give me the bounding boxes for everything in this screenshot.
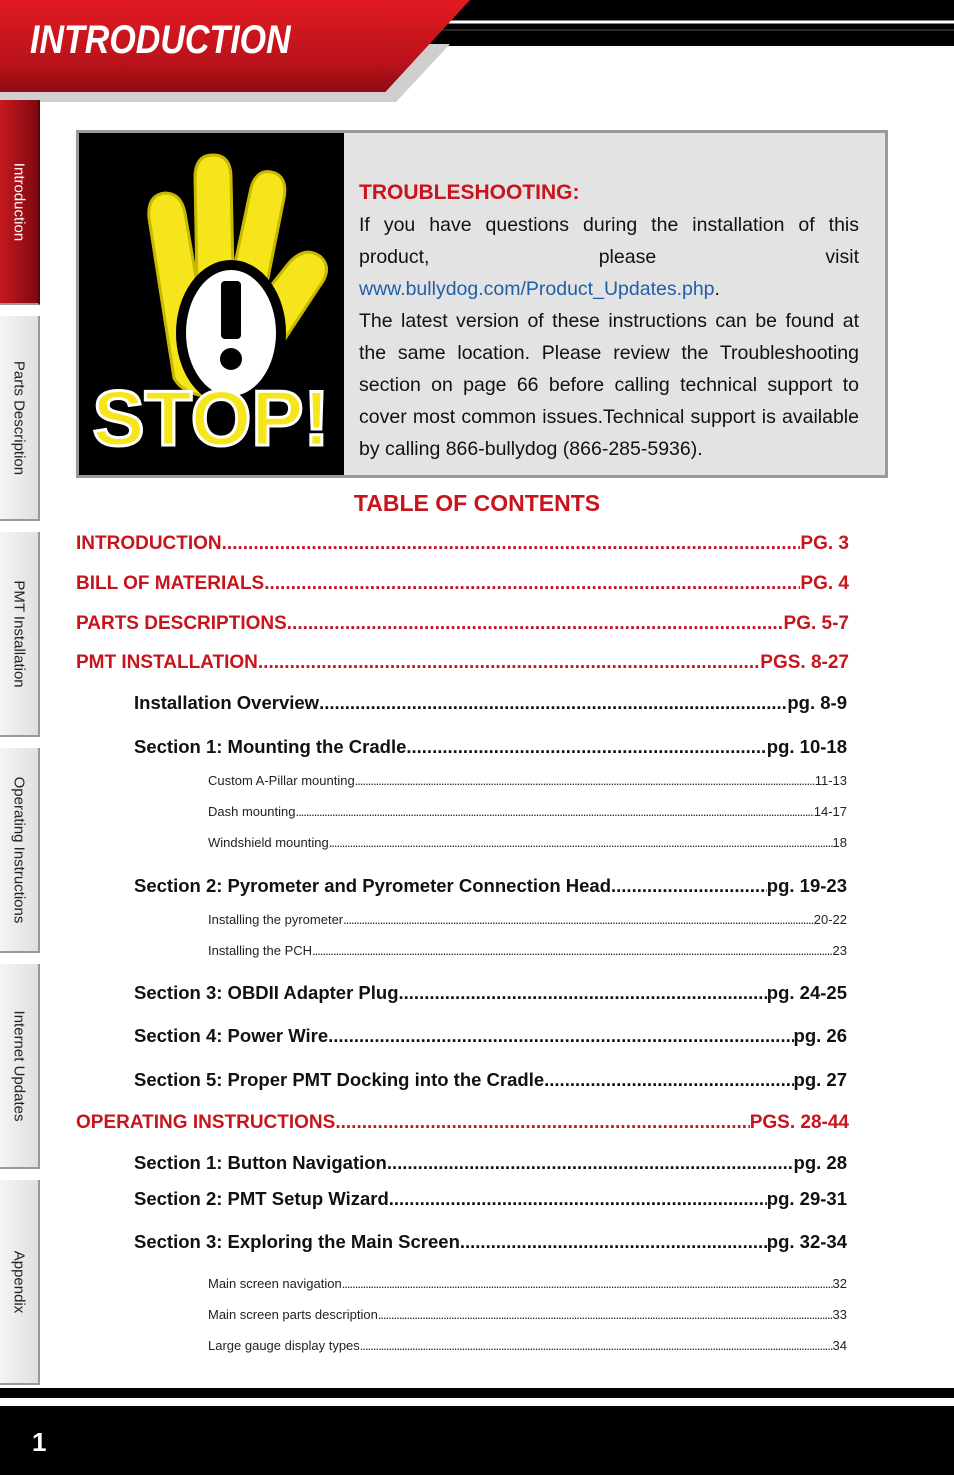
toc-page: 14-17 (813, 804, 847, 819)
toc-label: Installing the pyrometer (208, 912, 344, 927)
toc-entry[interactable] (134, 1231, 847, 1253)
toc-leader (335, 1112, 749, 1134)
toc-entry[interactable] (76, 1112, 849, 1134)
toc-page: 11-13 (814, 773, 847, 788)
toc-page: pg. 27 (793, 1069, 847, 1090)
toc-page: pg. 19-23 (766, 875, 847, 896)
toc-entry[interactable] (208, 1307, 847, 1322)
toc-label: Large gauge display types (208, 1338, 360, 1353)
toc-leader (287, 613, 784, 635)
toc-leader (387, 1152, 794, 1174)
toc-label: Section 1: Mounting the Cradle (134, 736, 407, 757)
tab-label: Operating Instructions (10, 776, 28, 923)
toc-entry[interactable] (134, 1069, 847, 1091)
toc-label: Section 3: OBDII Adapter Plug (134, 982, 399, 1003)
toc-page: 23 (832, 943, 847, 958)
troubleshooting-period: . (714, 278, 720, 300)
footer-rule (0, 1388, 954, 1398)
tab-label: Introduction (10, 162, 28, 241)
toc-page: pg. 28 (793, 1152, 847, 1173)
toc-leader (222, 533, 801, 555)
toc-leader (342, 1276, 833, 1291)
toc-entry[interactable] (76, 613, 849, 635)
toc-label: BILL OF MATERIALS (76, 573, 265, 594)
toc-page: pg. 10-18 (766, 736, 847, 757)
toc-entry[interactable] (134, 1188, 847, 1210)
troubleshooting-body: The latest version of these instructions can be found at the same location. Please review the Troubleshooting section on page 66 before calling technical support to cover most common issues.Technical support is available by calling 866-bullydog (866-285-5936). (359, 310, 859, 460)
toc-page: pg. 8-9 (787, 692, 847, 713)
toc-label: Section 5: Proper PMT Docking into the Cradle (134, 1069, 545, 1090)
toc-entry[interactable] (208, 804, 847, 819)
toc-page: pg. 29-31 (766, 1188, 847, 1209)
toc-label: Section 1: Button Navigation (134, 1152, 387, 1173)
toc-label: Section 4: Power Wire (134, 1025, 329, 1046)
toc-label: PMT INSTALLATION (76, 652, 258, 673)
footer-gap (0, 1398, 954, 1406)
troubleshooting-intro: If you have questions during the installation of this product, please visit (359, 214, 859, 268)
tab-operating-instructions[interactable] (0, 748, 40, 953)
toc-page: 32 (832, 1276, 847, 1291)
toc-entry[interactable] (134, 982, 847, 1004)
toc-entry[interactable] (208, 1338, 847, 1353)
toc-entry[interactable] (76, 573, 849, 595)
toc-label: INTRODUCTION (76, 533, 222, 554)
toc-page: 20-22 (813, 912, 847, 927)
toc-leader (544, 1069, 793, 1091)
toc-page: PG. 3 (800, 533, 849, 554)
page-title: INTRODUCTION (30, 18, 291, 62)
toc-leader (295, 804, 813, 819)
toc-leader (378, 1307, 833, 1322)
toc-page: PGS. 8-27 (760, 652, 849, 673)
toc-label: Main screen parts description (208, 1307, 378, 1322)
footer-bar (0, 1406, 954, 1475)
toc-leader (406, 736, 766, 758)
tab-label: Internet Updates (10, 1010, 28, 1121)
toc-leader (328, 1025, 793, 1047)
toc-label: OPERATING INSTRUCTIONS (76, 1112, 336, 1133)
toc-entry[interactable] (134, 875, 847, 897)
toc-entry[interactable] (208, 835, 847, 850)
toc-page: PGS. 28-44 (749, 1112, 849, 1133)
toc-label: Custom A-Pillar mounting (208, 773, 355, 788)
toc-page: 33 (832, 1307, 847, 1322)
toc-label: Section 2: Pyrometer and Pyrometer Connection Head (134, 875, 612, 896)
tab-internet-updates[interactable] (0, 964, 40, 1169)
toc-entry[interactable] (208, 943, 847, 958)
tab-label: Appendix (10, 1250, 28, 1313)
toc-label: Installing the PCH (208, 943, 313, 958)
stop-text: STOP! (92, 374, 330, 462)
toc-leader (389, 1188, 767, 1210)
tab-pmt-installation[interactable] (0, 532, 40, 737)
toc-label: Section 2: PMT Setup Wizard (134, 1188, 389, 1209)
toc-leader (264, 573, 800, 595)
stop-hand-icon (79, 133, 344, 475)
toc-entry[interactable] (76, 652, 849, 674)
product-updates-link[interactable]: www.bullydog.com/Product_Updates.php (359, 278, 715, 300)
toc-page: 18 (832, 835, 847, 850)
toc-label: Section 3: Exploring the Main Screen (134, 1231, 460, 1252)
toc-label: Main screen navigation (208, 1276, 342, 1291)
toc-entry[interactable] (76, 533, 849, 555)
toc-label: Windshield mounting (208, 835, 329, 850)
troubleshooting-heading: TROUBLESHOOTING: (359, 181, 580, 204)
toc-title: TABLE OF CONTENTS (353, 490, 601, 516)
toc-entry[interactable] (134, 692, 847, 714)
toc-entry[interactable] (208, 1276, 847, 1291)
toc-page: 34 (832, 1338, 847, 1353)
tab-introduction[interactable] (0, 100, 40, 305)
toc-entry[interactable] (134, 736, 847, 758)
toc-leader (355, 773, 815, 788)
tab-appendix[interactable] (0, 1180, 40, 1385)
toc-leader (312, 943, 832, 958)
toc-leader (319, 692, 787, 714)
toc-page: pg. 26 (793, 1025, 847, 1046)
toc-leader (399, 982, 767, 1004)
toc-leader (611, 875, 767, 897)
toc-entry[interactable] (134, 1152, 847, 1174)
toc-leader (360, 1338, 833, 1353)
toc-entry[interactable] (208, 912, 847, 927)
toc-label: Dash mounting (208, 804, 296, 819)
toc-label: PARTS DESCRIPTIONS (76, 613, 287, 634)
toc-leader (329, 835, 833, 850)
toc-page: pg. 32-34 (766, 1231, 847, 1252)
tab-label: Parts Description (10, 360, 28, 475)
toc-entry[interactable] (208, 773, 847, 788)
toc-entry[interactable] (134, 1025, 847, 1047)
toc-leader (258, 652, 760, 674)
troubleshooting-text (359, 177, 859, 465)
toc-page: PG. 4 (800, 573, 849, 594)
toc-leader (343, 912, 814, 927)
page-number: 1 (32, 1427, 47, 1457)
tab-label: PMT Installation (10, 579, 28, 688)
troubleshooting-box (76, 130, 888, 478)
stop-hand-image (79, 133, 344, 475)
toc-page: pg. 24-25 (766, 982, 847, 1003)
toc-label: Installation Overview (134, 692, 320, 713)
toc-leader (460, 1231, 767, 1253)
toc-page: PG. 5-7 (783, 613, 849, 634)
